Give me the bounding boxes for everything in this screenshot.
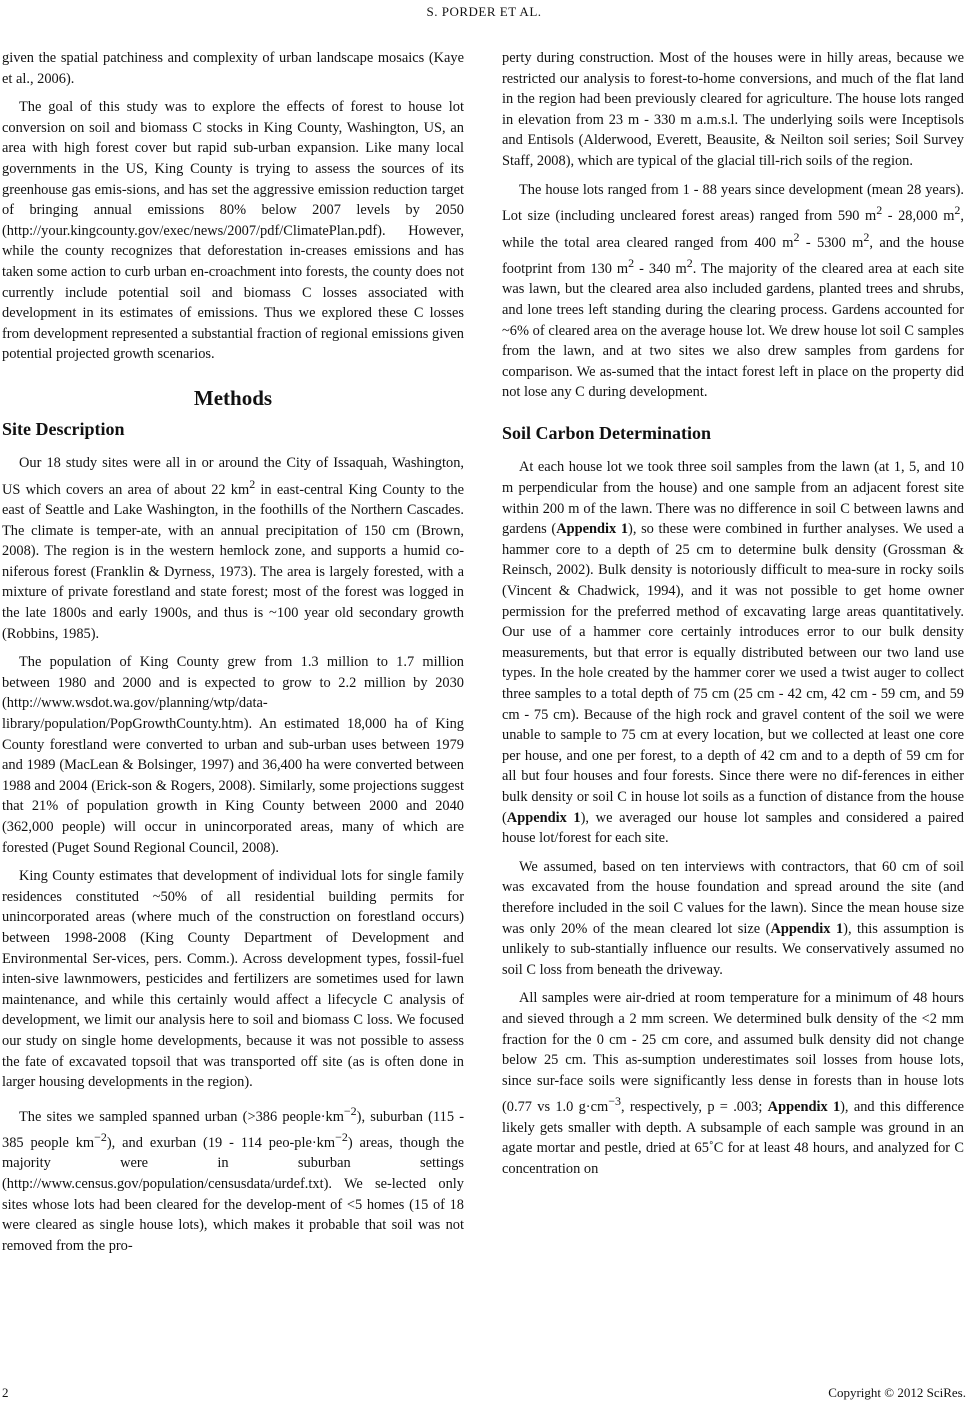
appendix-reference: Appendix 1 — [770, 920, 844, 937]
paragraph-intro-continued: given the spatial patchiness and complexity of urban landscape mosaics (Kaye et al., 2006). — [2, 50, 464, 87]
appendix-reference: Appendix 1 — [556, 521, 629, 538]
paragraph-excavation: We assumed, based on ten interviews with contractors, that 60 cm of soil was excavated from the house foundation and spread around the site (and therefore included in the soil C values for the lawn). Since the mean house size was only 20% of the mean cleared lot size (Appendix 1), this assumption is unlikely to sub-stantially influence our results. We conservatively assumed no soil C loss from beneath the driveway. — [502, 858, 964, 978]
appendix-reference: Appendix 1 — [506, 809, 581, 826]
appendix-reference: Appendix 1 — [767, 1099, 841, 1116]
paragraph-population: The population of King County grew from 1.3 million to 1.7 million between 1980 and 2000 and is expected to grow to 2.2 million by 2030 (http://www.wsdot.wa.gov/planning/wtp/data-library/population/PopGrowthCounty.htm). An estimated 18,000 ha of King County forestland were converted to urban and sub-urban uses between 1979 and 1989 (MacLean & Bolsinger, 1997) and 36,400 ha were converted between 1988 and 2004 (Erick-son & Rogers, 2008). Similarly, some projections suggest that 21% of population growth in King County between 2000 and 2040 (362,000 people) will occur in unincorporated areas, many of which are forested (Puget Sound Regional Council, 2008). — [2, 654, 464, 856]
paragraph-king-county: King County estimates that development of individual lots for single family residences constituted ~50% of all residential building permits for unincorporated areas (where much of the construction on forestland occurs) between 1998-2008 (King County Department of Development and Environmental Ser-vices, pers. Comm.). Across development types, fossil-fuel inten-sive lawnmowers, pesticides and fertilizers are sometimes used for lawn maintenance, and while this certainly would affect a lifecycle C analysis of development, we limit our analysis here to soil and biomass C loss. We focused our study on single home developments, because it was not possible to assess the fate of excavated topsoil that was transported off site (as is often done in larger housing developments in the region). — [2, 868, 464, 1091]
paragraph-soil-sampling: At each house lot we took three soil samples from the lawn (at 1, 5, and 10 m perpendicular from the house) and one sample from an adjacent forest site within 200 m of the lawn. There was no difference in soil C between lawns and gardens (Appendix 1), so these were combined in further analyses. We used a hammer core to a depth of 25 cm to determine bulk density (Grossman & Reinsch, 2002). Bulk density is notoriously difficult to mea-sure in rocky soils (Vincent & Chadwick, 1994), and it was not possible to get home owner permission for the preferred method of excavating large areas quantitatively. Our use of a hammer core certainly introduces error to our bulk density measurements, but that error is equally distributed between our two land use types. In the hole created by the hammer corer we used a twist auger to collect three samples to a total depth of 75 cm (25 cm - 42 cm, 42 cm - 59 cm, and 59 cm - 75 cm). Because of the high rock and gravel content of the soil we were unable to sample to 75 cm at every location, but we collected at least one core per house, and one per forest, to a depth of 42 cm and to a depth of 59 cm for all but four houses and four forests. Since there were no dif-ferences in either bulk density or soil C in house lot soils as a function of distance from the house (Appendix 1), we averaged our house lot samples and considered a paired house lot/forest for each site. — [502, 459, 965, 847]
paragraph-study-sites: Our 18 study sites were all in or around the City of Issaquah, Washington, US which covers an area of about 22 $km^2$ in east-central King County to the east of Seattle and Lake Washington, in the foothills of the Northern Cascades. The climate is temper-ate, with an annual precipitation of 150 cm (Brown, 2008). The region is in the western hemlock zone, and supports a humid co-niferous forest (Franklin & Dyrness, 1973). The area is largely forested, with a mixture of private forestland and state forest; most of the forest was logged in the late 1800s and early 1900s, and thus is ~100 year old secondary growth (Robbins, 1985). — [2, 455, 464, 642]
paragraph-house-lots: The house lots ranged from 1 - 88 years since development (mean 28 years). Lot size (including uncleared forest areas) ranged from 590 $m^2 - 28,000$ $m^2$, while the total area cleared ranged from 400 $m^2 - 5300$ $m^2$, and the house footprint from 130 $m^2 - 340$ $m^2$. The majority of the cleared area at each site was lawn, but the cleared area also included gardens, planted trees and shrubs, and lone trees left standing during the clearing process. Gardens accounted for ~6% of cleared area on the average house lot. We drew house lot soil C samples from the lawn, and at two sites we also drew samples from gardens for comparison. We as-sumed that the intact forest left in place on the property did not lose any C during development. — [502, 181, 964, 401]
methods-heading: Methods — [193, 385, 273, 410]
paragraph-sites-sampled: The sites we sampled spanned urban (>386 $people\cdot km^{-2}$), suburban (115 - 385 people $km^{-2}$), and exurban (19 - 114 peo-$ple\cdot km^{-2}$) areas, though the majority were in suburban settings (http://www.census.gov/population/censusdata/urdef.txt). We se-lected only sites whose lots had been cleared for the develop-ment of <5 homes (15 of 18 were cleared as single house lots), which makes it probable that soil was not removed from the pro- — [2, 1103, 465, 1254]
paragraph-sample-processing: All samples were air-dried at room temperature for a minimum of 48 hours and sieved through a 2 mm screen. We determined bulk density of the <2 mm fraction for the 0 cm - 25 cm core, and assumed bulk density did not change below 25 cm. This as-sumption underestimates soil losses from house lots, since sur-face soils were significantly less dense in forests than in house lots (0.77 vs 1.0 $g\cdot cm^{-3}$, respectively, p = .003; Appendix 1), and this difference likely gets smaller with depth. A subsample of each sample was ground in an agate mortar and pestle, dried at 65˚C for at least 48 hours, and analyzed for C concentration on — [502, 990, 965, 1177]
site-description-heading: Site Description — [2, 418, 125, 439]
paragraph-property: perty during construction. Most of the houses were in hilly areas, because we restricted our analysis to forest-to-home conversions, and much of the flat land in the region had been previously cleared for agriculture. The house lots ranged in elevation from 23 m - 330 m a.m.s.l. The underlying soils were Inceptisols and Entisols (Alderwood, Everett, Beausite, & Neilton soil series; Soil Survey Staff, 2008), which are typical of the glacial till-rich soils of the region. — [502, 50, 964, 169]
left-column — [2, 48, 464, 1264]
soil-carbon-heading: Soil Carbon Determination — [502, 422, 711, 443]
paragraph-study-goal: The goal of this study was to explore the effects of forest to house lot conversion on soil and biomass C stocks in King County, Washington, US, an area with high forest cover but rapid sub-urban expansion. Like many local governments in the US, King County is trying to assess the sources of its greenhouse gas emis-sions, and has set the aggressive emission reduction target of bringing annual emissions 80% below 2007 levels by 2050 (http://your.kingcounty.gov/exec/news/2007/pdf/ClimatePlan.pdf). However, while the county recognizes that deforestation in-creases emissions and has taken some action to curb urban en-croachment into forests, the county does not currently include potential soil and biomass C losses associated with development in its estimates of emissions. Thus we explored these C losses from development represented a substantial fraction of regional emissions given potential projected growth scenarios. — [2, 99, 464, 363]
copyright-notice: Copyright © 2012 SciRes. — [828, 1385, 966, 1400]
running-head: S. PORDER ET AL. — [426, 4, 542, 19]
page-number: 2 — [2, 1385, 9, 1400]
right-column — [502, 48, 964, 1187]
